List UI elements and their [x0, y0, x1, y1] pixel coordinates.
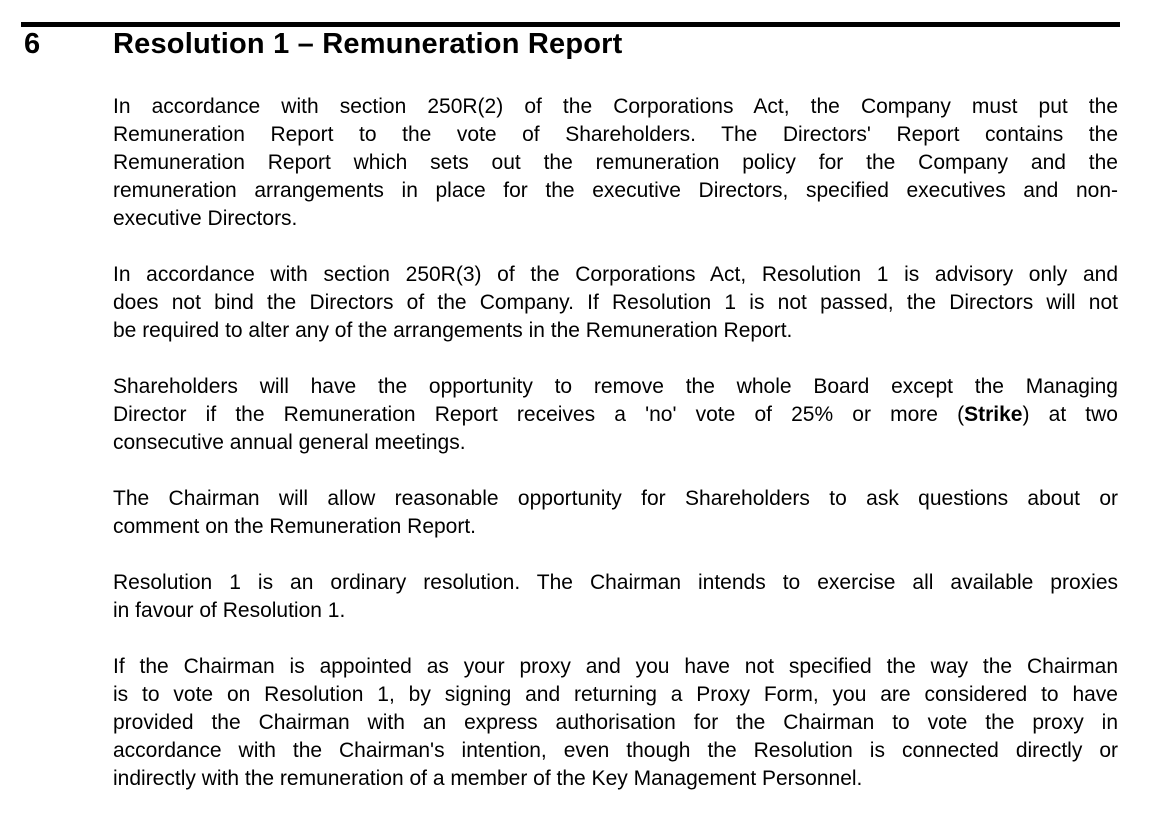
text-line: in favour of Resolution 1.: [113, 599, 346, 622]
text-line: remuneration arrangements in place for the executive Directors, specified executives and non-: [113, 179, 1118, 202]
text-segment: ) at two: [1022, 403, 1118, 426]
text-line: In accordance with section 250R(3) of the Corporations Act, Resolution 1 is advisory only and: [113, 263, 1118, 286]
text-line: provided the Chairman with an express authorisation for the Chairman to vote the proxy in: [113, 711, 1118, 734]
text-line: Resolution 1 is an ordinary resolution. The Chairman intends to exercise all available proxies: [113, 571, 1118, 594]
text-line: In accordance with section 250R(2) of the Corporations Act, the Company must put the: [113, 95, 1118, 118]
text-line: Remuneration Report to the vote of Shareholders. The Directors' Report contains the: [113, 123, 1118, 146]
bold-term-strike: Strike: [964, 403, 1023, 426]
text-line: indirectly with the remuneration of a member of the Key Management Personnel.: [113, 767, 863, 790]
section-body: [113, 93, 1118, 793]
paragraph-4: [113, 485, 1118, 541]
paragraph-5: [113, 569, 1118, 625]
text-line: accordance with the Chairman's intention, even though the Resolution is connected directly or: [113, 739, 1118, 762]
text-line: be required to alter any of the arrangements in the Remuneration Report.: [113, 319, 793, 342]
text-line: Remuneration Report which sets out the remuneration policy for the Company and the: [113, 151, 1118, 174]
paragraph-2: [113, 261, 1118, 345]
text-line: comment on the Remuneration Report.: [113, 515, 477, 538]
text-line: consecutive annual general meetings.: [113, 431, 466, 454]
text-line: executive Directors.: [113, 207, 298, 230]
paragraph-6: [113, 653, 1118, 793]
text-line: Shareholders will have the opportunity to remove the whole Board except the Managing: [113, 375, 1118, 398]
section-title: Resolution 1 – Remuneration Report: [113, 28, 623, 60]
text-line: If the Chairman is appointed as your proxy and you have not specified the way the Chairman: [113, 655, 1118, 678]
text-line: does not bind the Directors of the Company. If Resolution 1 is not passed, the Directors will not: [113, 291, 1118, 314]
text-line: is to vote on Resolution 1, by signing and returning a Proxy Form, you are considered to have: [113, 683, 1118, 706]
text-segment: Director if the Remuneration Report receives a 'no' vote of 25% or more (: [113, 403, 965, 426]
text-line: [113, 401, 1118, 429]
text-line: The Chairman will allow reasonable opportunity for Shareholders to ask questions about or: [113, 487, 1118, 510]
section-number: 6: [24, 28, 41, 60]
page-content: [21, 0, 1120, 793]
section-heading-row: [21, 27, 1120, 61]
paragraph-1: [113, 93, 1118, 233]
paragraph-3: [113, 373, 1118, 457]
